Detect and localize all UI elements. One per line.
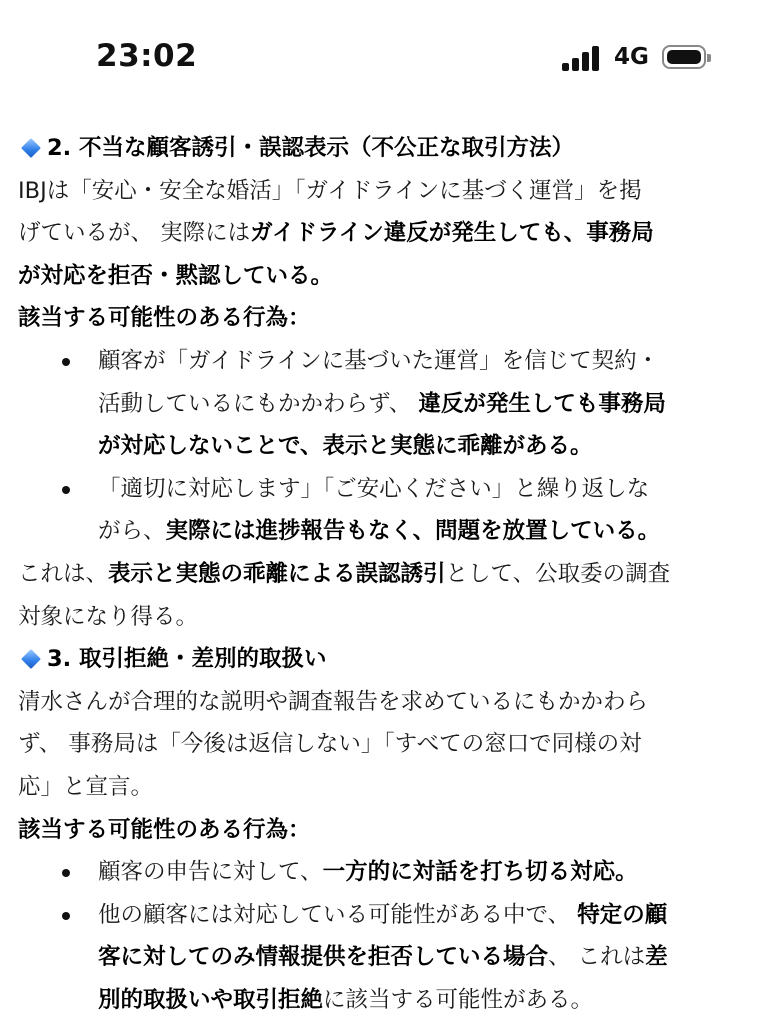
blue-diamond-icon (21, 649, 41, 669)
list-item: 「適切に対応します」「ご安心ください」と繰り返しな (18, 468, 768, 511)
battery-icon (662, 45, 706, 69)
status-bar (0, 0, 782, 110)
list-item: 他の顧客には対応している可能性がある中で、 特定の顧 (18, 894, 768, 937)
subheading: 該当する可能性のある行為： (18, 816, 311, 843)
bullet-icon (62, 869, 70, 877)
paragraph-line: ず、 事務局は「今後は返信しない」「すべての窓口で同様の対 (18, 731, 642, 758)
list-item: 顧客が「ガイドラインに基づいた運営」を信じて契約・ (18, 340, 768, 383)
section-heading: 2. 不当な顧客誘引・誤認表示（不公正な取引方法） (18, 127, 768, 170)
paragraph-line: 応」と宣言。 (18, 773, 154, 800)
list-item-continuation: 別的取扱いや取引拒絶に該当する可能性がある。 (98, 986, 594, 1013)
blue-diamond-icon (21, 138, 41, 158)
paragraph-line: げているが、 実際にはガイドライン違反が発生しても、事務局 (18, 220, 654, 247)
bullet-icon (62, 912, 70, 920)
bullet-icon (62, 486, 70, 494)
bullet-icon (62, 358, 70, 366)
paragraph-line: IBJは「安心・安全な婚活」「ガイドラインに基づく運営」を掲 (18, 177, 642, 204)
paragraph-line: が対応を拒否・黙認している。 (18, 262, 334, 289)
message-body (18, 127, 768, 1021)
list-item-continuation: 活動しているにもかかわらず、 違反が発生しても事務局 (98, 390, 666, 417)
paragraph-line: 清水さんが合理的な説明や調査報告を求めているにもかかわら (18, 688, 649, 715)
network-type: 4G (614, 44, 649, 70)
list-item: 顧客の申告に対して、一方的に対話を打ち切る対応。 (18, 851, 768, 894)
list-item-continuation: 客に対してのみ情報提供を拒否している場合、 これは差 (98, 944, 668, 971)
cellular-signal-icon (562, 45, 602, 71)
paragraph-line: 対象になり得る。 (18, 603, 199, 630)
list-item-continuation: が対応しないことで、表示と実態に乖離がある。 (98, 433, 593, 460)
section-heading: 3. 取引拒絶・差別的取扱い (18, 638, 768, 681)
clock: 23:02 (96, 38, 198, 74)
subheading: 該当する可能性のある行為： (18, 305, 311, 332)
paragraph-line: これは、表示と実態の乖離による誤認誘引として、公取委の調査 (18, 560, 671, 587)
list-item-continuation: がら、実際には進捗報告もなく、問題を放置している。 (98, 518, 661, 545)
